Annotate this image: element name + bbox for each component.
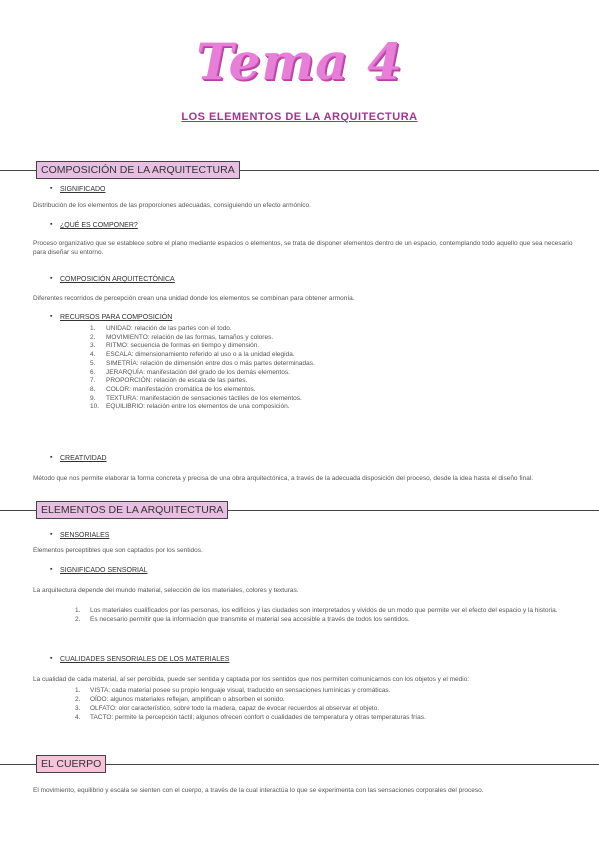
bullet-composicion-arquitectonica: ▪ COMPOSICIÓN ARQUITECTÓNICA [60, 276, 175, 283]
list-item: 4. TACTO: permite la percepción táctil; algunos ofrecen confort o cualidades de temperatura y otras temperaturas frías. [75, 714, 426, 721]
bullet-que-es-componer: ▪ ¿QUÉ ES COMPONER? [60, 222, 138, 229]
list-recursos [90, 325, 315, 412]
section-heading-elementos: ELEMENTOS DE LA ARQUITECTURA [36, 501, 228, 519]
list-item: 10. EQUILIBRIO: relación entre los elementos de una composición. [90, 403, 290, 411]
list-item: 2. OÍDO: algunos materiales reflejan, amplifican o absorben el sonido. [75, 696, 285, 703]
bullet-recursos: ▪ RECURSOS PARA COMPOSICIÓN [60, 314, 172, 321]
list-item: 7. PROPORCIÓN: relación de escala de las partes. [90, 377, 248, 385]
paragraph-composicion-arquitectonica: Diferentes recorridos de percepción crean una unidad donde los elementos se combinan para obtener armonía. [33, 295, 355, 302]
bullet-significado-sensorial: ▪ SIGNIFICADO SENSORIAL [60, 567, 148, 574]
bullet-sensoriales: ▪ SENSORIALES [60, 532, 109, 539]
paragraph-sensoriales: Elementos perceptibles que son captados por los sentidos. [33, 547, 203, 554]
list-significado-sensorial [75, 606, 575, 624]
list-item: 4. ESCALA: dimensionamiento referido al uso o a la unidad elegida. [90, 351, 295, 359]
paragraph-creatividad: Método que nos permite elaborar la forma concreta y precisa de una obra arquitectónica, a través de la adecuada disposición del proceso, desde la idea hasta el diseño final. [33, 475, 534, 482]
paragraph-que-es-componer: Proceso organizativo que se establece sobre el plano mediante espacios o elementos, se trata de disponer elementos dentro de un espacio, contemplando todo aquello que sea necesario para diseñar su entorno. [33, 240, 573, 256]
section-heading-el-cuerpo: EL CUERPO [36, 755, 106, 773]
list-item: 9. TEXTURA: manifestación de sensaciones táctiles de los elementos. [90, 394, 302, 402]
list-item: 2. MOVIMIENTO: relación de las formas, tamaños y colores. [90, 333, 274, 341]
paragraph-significado: Distribución de los elementos de las proporciones adecuadas, consiguiendo un efecto armónico. [33, 202, 311, 209]
list-item: 6. JERARQUÍA: manifestación del grado de los demás elementos. [90, 368, 290, 376]
paragraph-cualidades-sensoriales: La cualidad de cada material, al ser percibida, puede ser sentida y captada por los sentidos que nos permiten comunicarnos con los objetos y el medio: [33, 676, 470, 683]
paragraph-significado-sensorial: La arquitectura depende del mundo material, selección de los materiales, colores y texturas. [33, 587, 299, 594]
bullet-cualidades-sensoriales: ▪ CUALIDADES SENSORIALES DE LOS MATERIALES [60, 656, 229, 663]
page-subtitle: LOS ELEMENTOS DE LA ARQUITECTURA [181, 111, 418, 123]
bullet-significado: ▪ SIGNIFICADO [60, 186, 106, 193]
list-item: 3. OLFATO: olor característico, sobre todo la madera, capaz de evocar recuerdos al observar el objeto. [75, 705, 380, 712]
bullet-creatividad: ▪ CREATIVIDAD [60, 455, 107, 462]
section-heading-composicion: COMPOSICIÓN DE LA ARQUITECTURA [36, 161, 240, 179]
list-item: 3. RITMO: secuencia de formas en tiempo y dimensión. [90, 342, 260, 350]
list-item: 8. COLOR: manifestación cromática de los elementos. [90, 385, 256, 393]
page-title: Tema 4 [196, 32, 403, 91]
list-item: 1. Los materiales cualificados por las personas, los edificios y las ciudades son interpretados y vividos de un modo que permite ver el efecto del espacio y la historia. [75, 607, 558, 614]
paragraph-el-cuerpo: El movimiento, equilibrio y escala se sienten con el cuerpo, a través de la cual interactúa lo que se experimenta con las sensaciones corporales del proceso. [33, 787, 484, 794]
list-item: 1. UNIDAD: relación de las partes con el todo. [90, 325, 232, 332]
list-item: 1. VISTA: cada material posee su propio lenguaje visual, traducido en sensaciones lumínicas y cromáticas. [75, 687, 391, 694]
list-item: 5. SIMETRÍA: relación de dimensión entre dos o más partes determinadas. [90, 359, 315, 367]
list-cualidades-sensoriales [75, 686, 575, 722]
list-item: 2. Es necesario permitir que la información que transmite el material sea accesible a través de todos los sentidos. [75, 616, 410, 623]
